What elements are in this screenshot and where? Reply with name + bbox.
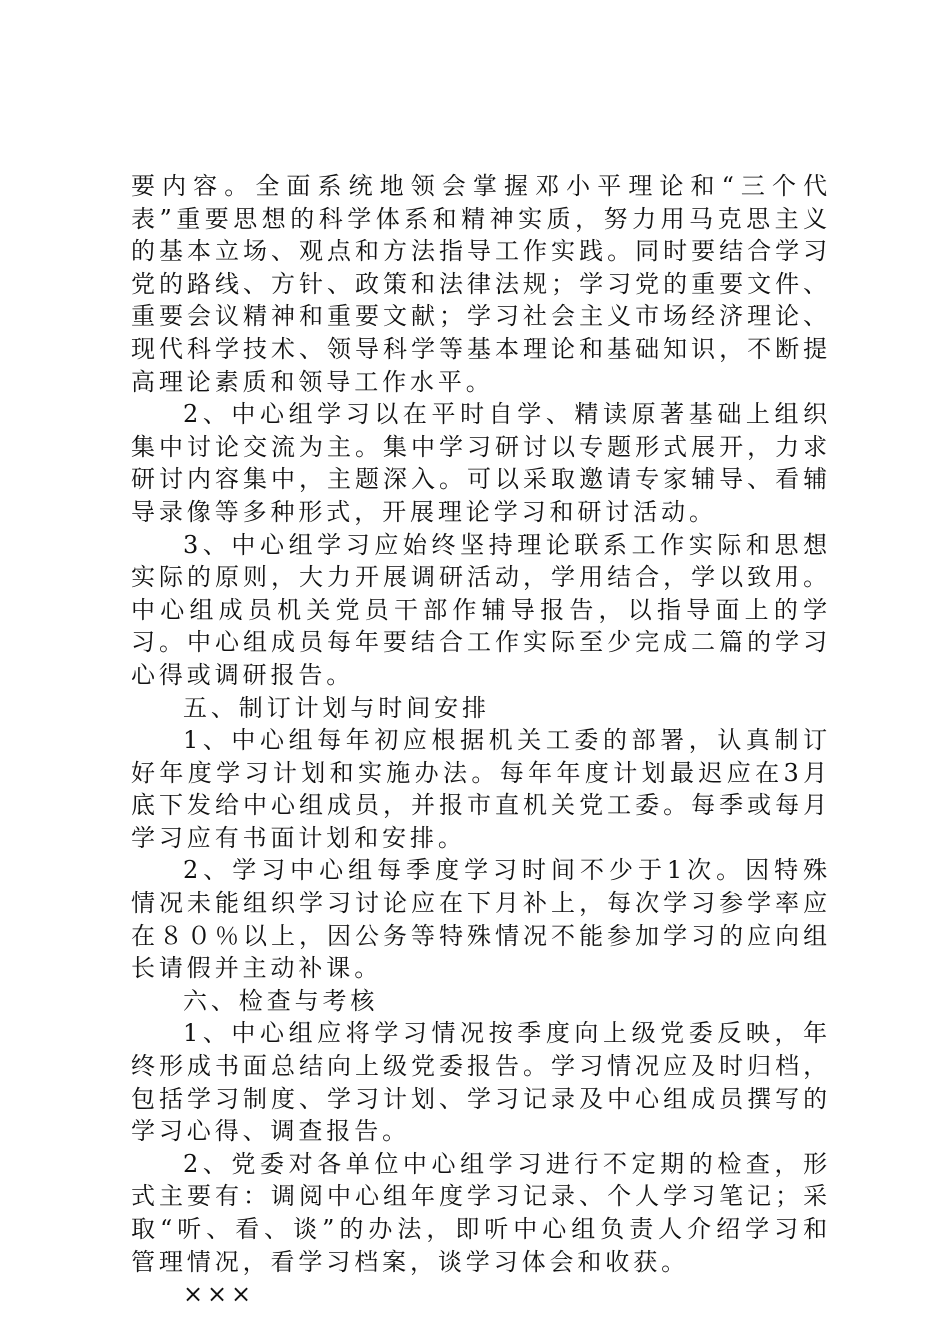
paragraph-item-2: 2、中心组学习以在平时自学、精读原著基础上组织集中讨论交流为主。集中学习研讨以专题形式展开，力求研讨内容集中，主题深入。可以采取邀请专家辅导、看辅导录像等多种形式，开展理论学习和研讨活动。 — [131, 400, 831, 526]
section-heading-5: 五、制订计划与时间安排 — [183, 693, 490, 722]
document-body — [131, 170, 831, 1311]
section-heading-6: 六、检查与考核 — [183, 986, 379, 1015]
paragraph-check-2: 2、党委对各单位中心组学习进行不定期的检查，形式主要有：调阅中心组年度学习记录、个人学习笔记；采取“听、看、谈”的办法，即听中心组负责人介绍学习和管理情况，看学习档案，谈学习体会和收获。 — [131, 1149, 831, 1276]
paragraph-check-1: 1、中心组应将学习情况按季度向上级党委反映，年终形成书面总结向上级党委报告。学习情况应及时归档，包括学习制度、学习计划、学习记录及中心组成员撰写的学习心得、调查报告。 — [131, 1019, 831, 1146]
paragraph-item-3: 3、中心组学习应始终坚持理论联系工作实际和思想实际的原则，大力开展调研活动，学用结合，学以致用。中心组成员机关党员干部作辅导报告，以指导面上的学习。中心组成员每年要结合工作实际至少完成二篇的学习心得或调研报告。 — [131, 530, 831, 689]
paragraph-plan-1: 1、中心组每年初应根据机关工委的部署，认真制订好年度学习计划和实施办法。每年年度计划最迟应在3月底下发给中心组成员，并报市直机关党工委。每季或每月学习应有书面计划和安排。 — [131, 726, 831, 852]
signature-placeholder: ××× — [183, 1280, 256, 1309]
paragraph-plan-2: 2、学习中心组每季度学习时间不少于1次。因特殊情况未能组织学习讨论应在下月补上，每次学习参学率应在８０％以上，因公务等特殊情况不能参加学习的应向组长请假并主动补课。 — [131, 856, 831, 983]
paragraph-continuation: 要内容。全面系统地领会掌握邓小平理论和“三个代表”重要思想的科学体系和精神实质，努力用马克思主义的基本立场、观点和方法指导工作实践。同时要结合学习党的路线、方针、政策和法律法规；学习党的重要文件、重要会议精神和重要文献；学习社会主义市场经济理论、现代科学技术、领导科学等基本理论和基础知识，不断提高理论素质和领导工作水平。 — [131, 172, 831, 396]
